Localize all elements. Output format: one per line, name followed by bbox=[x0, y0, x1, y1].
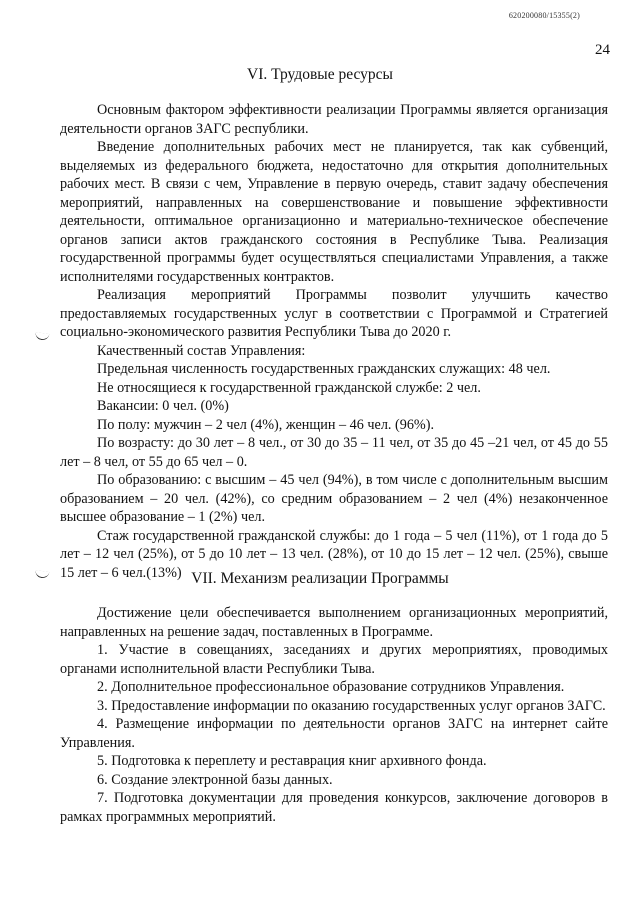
list-item: 4. Размещение информации по деятельности органов ЗАГС на интернет сайте Управления. bbox=[60, 716, 608, 751]
list-item: 1. Участие в совещаниях, заседаниях и других мероприятиях, проводимых органами исполнительной власти Республики Тыва. bbox=[60, 642, 608, 677]
section-6-body bbox=[60, 101, 608, 582]
list-item: 3. Предоставление информации по оказанию государственных услуг органов ЗАГС. bbox=[97, 697, 606, 714]
document-number: 620200080/15355(2) bbox=[508, 11, 580, 20]
margin-mark bbox=[35, 332, 50, 341]
paragraph: Реализация мероприятий Программы позволит улучшить качество предоставляемых государственных услуг в соответствии с Программой и Стратегией социально-экономического развития Республики Тыва до 2020 г. bbox=[60, 287, 608, 340]
paragraph: Качественный состав Управления: bbox=[97, 342, 306, 359]
section-6-title: VI. Трудовые ресурсы bbox=[247, 66, 393, 83]
paragraph: Не относящиеся к государственной гражданской службе: 2 чел. bbox=[97, 379, 481, 396]
paragraph: Введение дополнительных рабочих мест не планируется, так как субвенций, выделяемых из федерального бюджета, недостаточно для открытия дополнительных рабочих мест. В связи с чем, Управление в первую очередь, ставит задачу обеспечения мероприятий, направленных на совершенствование и повышение эффективности деятельности, оптимальное организационно и материально-техническое обеспечение органов записи актов гражданского состояния в Республике Тыва. Реализация государственной программы будет осуществляться специалистами Управления, а также исполнителями государственных контрактов. bbox=[60, 139, 608, 285]
paragraph: Основным фактором эффективности реализации Программы является организация деятельности органов ЗАГС республики. bbox=[60, 102, 608, 137]
paragraph: Вакансии: 0 чел. (0%) bbox=[97, 398, 229, 414]
list-item: 2. Дополнительное профессиональное образование сотрудников Управления. bbox=[97, 679, 565, 695]
paragraph: Достижение цели обеспечивается выполнением организационных мероприятий, направленных на решение задач, поставленных в Программе. bbox=[60, 605, 608, 640]
paragraph: Предельная численность государственных гражданских служащих: 48 чел. bbox=[97, 361, 551, 377]
paragraph: Стаж государственной гражданской службы: до 1 года – 5 чел (11%), от 1 года до 5 лет – 12 чел (25%), от 5 до 10 лет – 13 чел. (28%), от 10 до 15 лет – 12 чел. (25%), свыше 15 лет – 6 чел.(13%) bbox=[60, 527, 608, 581]
paragraph: По возрасту: до 30 лет – 8 чел., от 30 до 35 – 11 чел, от 35 до 45 –21 чел, от 45 до 55 лет – 8 чел, от 55 до 65 чел – 0. bbox=[60, 435, 608, 470]
paragraph: По образованию: с высшим – 45 чел (94%), в том числе с дополнительным высшим образованием – 20 чел. (42%), со средним образованием – 2 чел (4%) незаконченное высшее образование – 1 (2%) чел. bbox=[60, 472, 608, 525]
section-7-title: VII. Механизм реализации Программы bbox=[191, 570, 449, 587]
list-item: 6. Создание электронной базы данных. bbox=[97, 771, 333, 788]
list-item: 7. Подготовка документации для проведения конкурсов, заключение договоров в рамках программных мероприятий. bbox=[60, 790, 608, 825]
paragraph: По полу: мужчин – 2 чел (4%), женщин – 46 чел. (96%). bbox=[97, 416, 435, 433]
list-item: 5. Подготовка к переплету и реставрация книг архивного фонда. bbox=[97, 753, 487, 769]
section-7-body bbox=[60, 604, 608, 826]
page-number: 24 bbox=[595, 42, 610, 58]
